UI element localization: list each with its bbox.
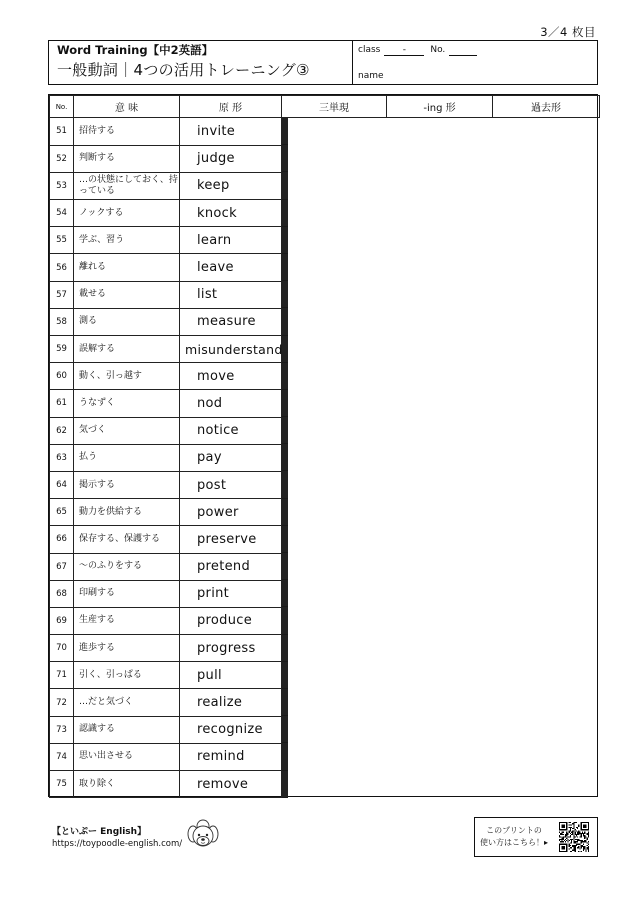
row-meaning: 招待する xyxy=(74,118,180,146)
past-form-answer-cell[interactable] xyxy=(286,118,288,145)
table-row xyxy=(50,526,600,553)
row-base-form: list xyxy=(180,281,282,308)
row-base-form: learn xyxy=(180,227,282,254)
past-form-answer-cell[interactable] xyxy=(286,662,288,689)
past-form-answer-cell[interactable] xyxy=(286,281,288,308)
row-meaning: 進歩する xyxy=(74,635,180,662)
row-meaning: 取り除く xyxy=(74,771,180,798)
past-form-answer-cell[interactable] xyxy=(286,390,288,417)
past-form-answer-cell[interactable] xyxy=(286,635,288,662)
table-row xyxy=(50,499,600,526)
table-row xyxy=(50,743,600,770)
row-number: 59 xyxy=(50,336,74,363)
brand-name: 【といぷー English】 xyxy=(52,827,147,837)
row-number: 73 xyxy=(50,716,74,743)
row-meaning: 動力を供給する xyxy=(74,499,180,526)
row-number: 75 xyxy=(50,771,74,798)
table-row xyxy=(50,553,600,580)
row-meaning: 認識する xyxy=(74,716,180,743)
row-meaning: 気づく xyxy=(74,417,180,444)
series-title: Word Training【中2英語】 xyxy=(57,43,214,57)
past-form-answer-cell[interactable] xyxy=(286,553,288,580)
row-meaning: 掲示する xyxy=(74,471,180,498)
worksheet-header xyxy=(48,40,598,85)
past-form-answer-cell[interactable] xyxy=(286,580,288,607)
table-row xyxy=(50,771,600,798)
row-number: 66 xyxy=(50,526,74,553)
row-base-form: produce xyxy=(180,607,282,634)
row-meaning: 載せる xyxy=(74,281,180,308)
row-number: 67 xyxy=(50,553,74,580)
header-no: No. xyxy=(50,96,74,118)
row-meaning: …の状態にしておく、持っている xyxy=(74,172,180,199)
class-dash: - xyxy=(402,45,406,55)
row-meaning: ～のふりをする xyxy=(74,553,180,580)
row-number: 61 xyxy=(50,390,74,417)
row-number: 55 xyxy=(50,227,74,254)
row-number: 68 xyxy=(50,580,74,607)
class-label: class xyxy=(358,45,381,55)
table-row xyxy=(50,363,600,390)
row-number: 52 xyxy=(50,145,74,172)
table-row xyxy=(50,580,600,607)
past-form-answer-cell[interactable] xyxy=(286,254,288,281)
row-meaning: うなずく xyxy=(74,390,180,417)
row-base-form: nod xyxy=(180,390,282,417)
row-number: 62 xyxy=(50,417,74,444)
past-form-answer-cell[interactable] xyxy=(286,200,288,227)
verb-table-container xyxy=(48,94,598,797)
row-meaning: 印刷する xyxy=(74,580,180,607)
row-base-form: move xyxy=(180,363,282,390)
row-number: 70 xyxy=(50,635,74,662)
header-past-form: 過去形 xyxy=(493,96,600,118)
row-base-form: preserve xyxy=(180,526,282,553)
row-meaning: …だと気づく xyxy=(74,689,180,716)
table-header-row xyxy=(50,96,600,118)
row-meaning: 学ぶ、習う xyxy=(74,227,180,254)
row-base-form: pretend xyxy=(180,553,282,580)
row-number: 57 xyxy=(50,281,74,308)
table-row xyxy=(50,471,600,498)
row-base-form: keep xyxy=(180,172,282,199)
header-third-person: 三単現 xyxy=(282,96,387,118)
row-number: 63 xyxy=(50,444,74,471)
row-number: 69 xyxy=(50,607,74,634)
row-number: 51 xyxy=(50,118,74,146)
footer-brand-block xyxy=(52,826,182,850)
past-form-answer-cell[interactable] xyxy=(286,363,288,390)
row-meaning: 誤解する xyxy=(74,336,180,363)
row-base-form: power xyxy=(180,499,282,526)
qr-code-icon[interactable] xyxy=(559,822,589,852)
row-base-form: post xyxy=(180,471,282,498)
row-base-form: knock xyxy=(180,200,282,227)
past-form-answer-cell[interactable] xyxy=(286,336,288,363)
past-form-answer-cell[interactable] xyxy=(286,716,288,743)
table-row xyxy=(50,444,600,471)
row-base-form: recognize xyxy=(180,716,282,743)
table-row xyxy=(50,662,600,689)
row-number: 56 xyxy=(50,254,74,281)
row-number: 54 xyxy=(50,200,74,227)
student-info-block xyxy=(353,41,597,84)
row-number: 65 xyxy=(50,499,74,526)
row-number: 71 xyxy=(50,662,74,689)
past-form-answer-cell[interactable] xyxy=(286,227,288,254)
row-base-form: progress xyxy=(180,635,282,662)
verb-table xyxy=(49,95,600,798)
table-row xyxy=(50,200,600,227)
row-meaning: 判断する xyxy=(74,145,180,172)
number-field[interactable] xyxy=(449,45,477,56)
row-meaning: 保存する、保護する xyxy=(74,526,180,553)
past-form-answer-cell[interactable] xyxy=(286,308,288,335)
row-base-form: invite xyxy=(180,118,282,146)
table-row xyxy=(50,281,600,308)
row-base-form: pay xyxy=(180,444,282,471)
how-to-use-line2: 使い方はこちら！▸ xyxy=(479,838,548,847)
table-row xyxy=(50,308,600,335)
past-form-answer-cell[interactable] xyxy=(286,526,288,553)
row-number: 64 xyxy=(50,471,74,498)
row-base-form: misunderstand xyxy=(180,336,282,363)
row-base-form: judge xyxy=(180,145,282,172)
row-number: 72 xyxy=(50,689,74,716)
header-base-form: 原 形 xyxy=(180,96,282,118)
site-link[interactable]: https://toypoodle-english.com/ xyxy=(52,839,183,849)
row-meaning: ノックする xyxy=(74,200,180,227)
past-form-answer-cell[interactable] xyxy=(286,471,288,498)
name-label: name xyxy=(358,71,384,81)
row-number: 74 xyxy=(50,743,74,770)
table-row xyxy=(50,254,600,281)
row-meaning: 思い出させる xyxy=(74,743,180,770)
class-field[interactable] xyxy=(384,45,424,56)
row-meaning: 離れる xyxy=(74,254,180,281)
row-number: 58 xyxy=(50,308,74,335)
past-form-answer-cell[interactable] xyxy=(286,689,288,716)
past-form-answer-cell[interactable] xyxy=(286,444,288,471)
row-meaning: 生産する xyxy=(74,607,180,634)
row-base-form: leave xyxy=(180,254,282,281)
table-row xyxy=(50,336,600,363)
table-row xyxy=(50,417,600,444)
row-base-form: notice xyxy=(180,417,282,444)
table-row xyxy=(50,145,600,172)
row-base-form: measure xyxy=(180,308,282,335)
row-number: 53 xyxy=(50,172,74,199)
past-form-answer-cell[interactable] xyxy=(286,771,288,798)
past-form-answer-cell[interactable] xyxy=(286,172,288,199)
how-to-use-line1: このプリントの xyxy=(486,826,542,835)
past-form-answer-cell[interactable] xyxy=(286,417,288,444)
poodle-icon xyxy=(186,817,220,853)
past-form-answer-cell[interactable] xyxy=(286,743,288,770)
row-number: 60 xyxy=(50,363,74,390)
row-base-form: remind xyxy=(180,743,282,770)
row-base-form: print xyxy=(180,580,282,607)
row-base-form: remove xyxy=(180,771,282,798)
table-row xyxy=(50,227,600,254)
table-row xyxy=(50,716,600,743)
past-form-answer-cell[interactable] xyxy=(286,499,288,526)
table-row xyxy=(50,635,600,662)
table-row xyxy=(50,689,600,716)
header-meaning: 意 味 xyxy=(74,96,180,118)
how-to-use-link[interactable] xyxy=(474,817,598,857)
table-row xyxy=(50,118,600,146)
past-form-answer-cell[interactable] xyxy=(286,145,288,172)
row-base-form: pull xyxy=(180,662,282,689)
row-base-form: realize xyxy=(180,689,282,716)
table-row xyxy=(50,607,600,634)
page-number: 3／4 枚目 xyxy=(540,25,596,39)
table-row xyxy=(50,390,600,417)
page-title: 一般動詞｜4つの活用トレーニング③ xyxy=(57,61,310,79)
row-meaning: 測る xyxy=(74,308,180,335)
header-ing-form: -ing 形 xyxy=(387,96,493,118)
row-meaning: 払う xyxy=(74,444,180,471)
title-block xyxy=(49,41,353,84)
no-label: No. xyxy=(430,45,446,55)
table-row xyxy=(50,172,600,199)
row-meaning: 動く、引っ越す xyxy=(74,363,180,390)
row-meaning: 引く、引っぱる xyxy=(74,662,180,689)
past-form-answer-cell[interactable] xyxy=(286,607,288,634)
